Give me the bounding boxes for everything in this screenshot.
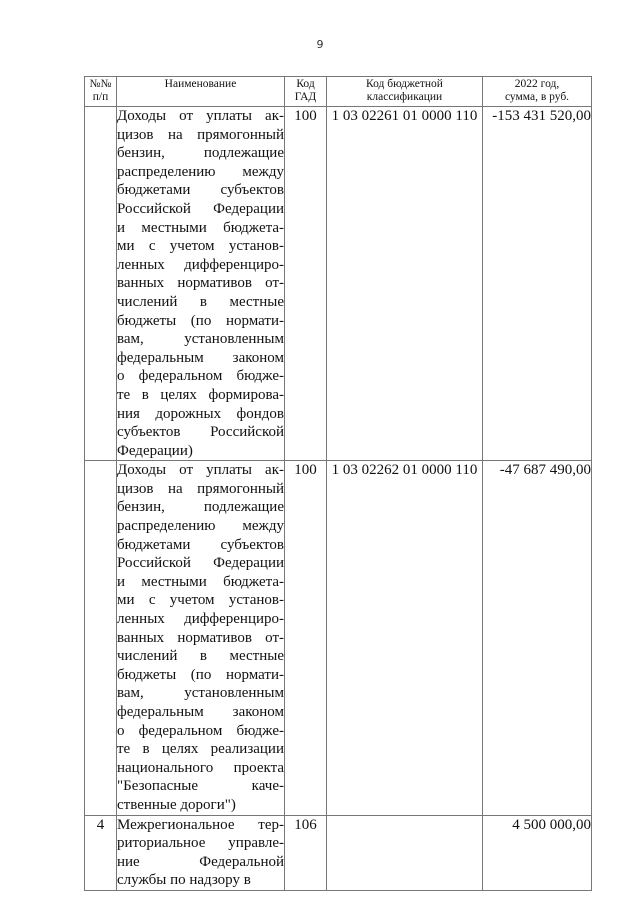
name-line: и местными бюджета-	[117, 219, 284, 236]
header-name: Наименование	[117, 77, 285, 107]
name-line: числений в местные	[117, 293, 284, 310]
name-line: Российской Федерации	[117, 555, 284, 572]
name-line: о федеральном бюдже-	[117, 722, 284, 739]
name-line: федеральным законом	[117, 704, 284, 720]
name-line: национального проекта	[117, 759, 284, 776]
name-line: ственные дороги")	[117, 796, 236, 813]
name-line: ванных нормативов от-	[117, 275, 284, 292]
name-line: бюджетами субъектов	[117, 536, 284, 553]
budget-table	[84, 76, 592, 891]
name-line: ленных дифференциро-	[117, 256, 284, 273]
table-header-row	[85, 77, 592, 107]
name-line: те в целях формирова-	[117, 386, 284, 403]
row-name-cell	[117, 107, 285, 461]
name-line: ния дорожных фондов	[117, 405, 284, 422]
name-line: числений в местные	[117, 648, 284, 665]
name-line: бензин, подлежащие	[117, 145, 284, 162]
name-line: ми с учетом установ-	[117, 238, 284, 255]
table-row	[85, 107, 592, 461]
name-line: вам, установленным	[117, 331, 284, 348]
name-line: субъектов Российской	[117, 424, 284, 441]
name-line: бюджеты (по нормати-	[117, 312, 284, 329]
row-sum-cell: 4 500 000,00	[483, 815, 592, 890]
table-row	[85, 815, 592, 890]
name-line: риториальное управле-	[117, 835, 284, 852]
row-sum-cell: -47 687 490,00	[483, 461, 592, 815]
row-name-cell	[117, 461, 285, 815]
name-line: Доходы от уплаты ак-	[117, 108, 284, 124]
row-kbk-cell: 1 03 02262 01 0000 110	[327, 461, 483, 815]
row-name-cell	[117, 815, 285, 890]
name-line: вам, установленным	[117, 685, 284, 702]
row-number-cell	[85, 461, 117, 815]
table-row	[85, 461, 592, 815]
name-line: бензин, подлежащие	[117, 499, 284, 516]
name-line: бюджетами субъектов	[117, 182, 284, 199]
name-line: ленных дифференциро-	[117, 611, 284, 628]
name-line: бюджеты (по нормати-	[117, 666, 284, 683]
name-line: ванных нормативов от-	[117, 629, 284, 646]
page-number: 9	[316, 38, 324, 51]
name-line: ми с учетом установ-	[117, 592, 284, 609]
row-kbk-cell: 1 03 02261 01 0000 110	[327, 107, 483, 461]
row-gad-cell: 100	[285, 461, 327, 815]
name-line: распределению между	[117, 163, 284, 180]
name-line: о федеральном бюдже-	[117, 368, 284, 385]
name-line: и местными бюджета-	[117, 573, 284, 590]
row-number-cell: 4	[85, 815, 117, 890]
name-line: цизов на прямогонный	[117, 126, 284, 143]
header-sum: 2022 год, сумма, в руб.	[483, 77, 592, 107]
name-line: Федерации)	[117, 442, 193, 459]
row-kbk-cell	[327, 815, 483, 890]
name-line: Российской Федерации	[117, 200, 284, 217]
row-sum-cell: -153 431 520,00	[483, 107, 592, 461]
header-kbk: Код бюджетной классификации	[327, 77, 483, 107]
name-line: федеральным законом	[117, 349, 284, 366]
name-line: Межрегиональное тер-	[117, 816, 284, 833]
name-line: Доходы от уплаты ак-	[117, 462, 284, 479]
name-line: ние Федеральной	[117, 853, 284, 870]
name-line: службы по надзору в	[117, 872, 251, 889]
row-gad-cell: 106	[285, 815, 327, 890]
name-line: распределению между	[117, 518, 284, 535]
row-number-cell	[85, 107, 117, 461]
header-gad: Код ГАД	[285, 77, 327, 107]
name-line: те в целях реализации	[117, 741, 284, 758]
row-gad-cell: 100	[285, 107, 327, 461]
header-num: №№ п/п	[85, 77, 117, 107]
name-line: "Безопасные каче-	[117, 778, 284, 795]
name-line: цизов на прямогонный	[117, 480, 284, 497]
